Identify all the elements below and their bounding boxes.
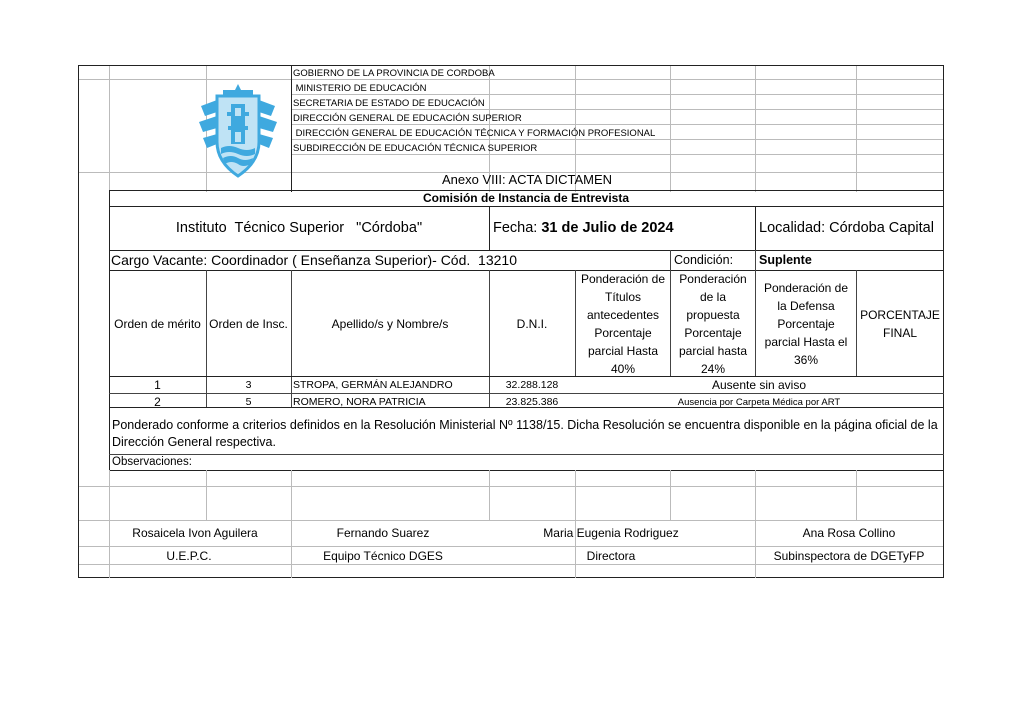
cargo-vacante: Cargo Vacante: Coordinador ( Enseñanza Superior)- Cód. 13210: [111, 252, 517, 268]
col-ponderacion-titulos: Ponderación de Títulos antecedentes Porcentaje parcial Hasta 40%: [580, 271, 666, 376]
signature-name-2: Fernando Suarez: [336, 526, 430, 540]
localidad-field: Localidad: Córdoba Capital: [759, 220, 934, 236]
signature-role-1: U.E.P.C.: [166, 549, 212, 563]
cordoba-crest-logo: [197, 82, 279, 178]
row2-estado: Ausencia por Carpeta Médica por ART: [677, 397, 841, 408]
col-ponderacion-propuesta: Ponderación de la propuesta Porcentaje parcial hasta 24%: [678, 271, 748, 376]
commission-title: Comisión de Instancia de Entrevista: [422, 191, 630, 205]
signature-role-3: Directora: [586, 549, 636, 563]
row2-nombre: ROMERO, NORA PATRICIA: [293, 396, 426, 408]
condicion-label: Condición:: [674, 253, 734, 267]
observaciones-label: Observaciones:: [112, 456, 192, 468]
row2-insc: 5: [245, 396, 252, 408]
fecha-value: 31 de Julio de 2024: [541, 220, 674, 236]
row2-merito: 2: [154, 395, 161, 409]
col-orden-merito: Orden de mérito: [114, 316, 201, 331]
fecha-field: [493, 207, 674, 249]
row1-insc: 3: [245, 379, 252, 391]
signature-name-1: Rosaicela Ivon Aguilera: [132, 526, 258, 540]
signature-name-3: Maria Eugenia Rodriguez: [543, 526, 679, 540]
ponderacion-note: Ponderado conforme a criterios definidos en la Resolución Ministerial Nº 1138/15. Dicha Resolución se encuentra disponible en la página oficial de la Dirección General respectiva.: [112, 418, 938, 449]
institute-name: Instituto Técnico Superior "Córdoba": [175, 220, 423, 236]
signature-name-4: Ana Rosa Collino: [802, 526, 896, 540]
acta-dictamen-sheet: [78, 65, 944, 578]
header-line-5: DIRECCIÓN GENERAL DE EDUCACIÓN TÉCNICA Y FORMACIÓN PROFESIONAL: [293, 128, 656, 139]
condicion-value: Suplente: [759, 253, 812, 267]
row1-estado: Ausente sin aviso: [711, 378, 807, 392]
row1-dni: 32.288.128: [505, 379, 559, 391]
signature-role-4: Subinspectora de DGETyFP: [773, 549, 925, 563]
header-line-4: DIRECCIÓN GENERAL DE EDUCACIÓN SUPERIOR: [293, 113, 522, 124]
row1-merito: 1: [154, 378, 161, 392]
row2-dni: 23.825.386: [505, 396, 559, 408]
fecha-label: Fecha:: [493, 220, 542, 236]
signature-role-2: Equipo Técnico DGES: [323, 549, 443, 563]
header-line-3: SECRETARIA DE ESTADO DE EDUCACIÓN: [293, 98, 485, 109]
col-porcentaje-final: PORCENTAJE FINAL: [860, 307, 940, 340]
document-title: Anexo VIII: ACTA DICTAMEN: [442, 172, 613, 187]
col-ponderacion-defensa: Ponderación de la Defensa Porcentaje parcial Hasta el 36%: [763, 280, 849, 367]
col-apellido-nombre: Apellido/s y Nombre/s: [331, 316, 449, 331]
col-orden-insc: Orden de Insc.: [209, 316, 288, 331]
header-line-6: SUBDIRECCIÓN DE EDUCACIÓN TÉCNICA SUPERIOR: [293, 143, 538, 154]
header-line-1: GOBIERNO DE LA PROVINCIA DE CORDOBA: [293, 68, 495, 79]
col-dni: D.N.I.: [516, 316, 548, 331]
row1-nombre: STROPA, GERMÁN ALEJANDRO: [293, 379, 453, 391]
header-line-2: MINISTERIO DE EDUCACIÓN: [293, 83, 427, 94]
